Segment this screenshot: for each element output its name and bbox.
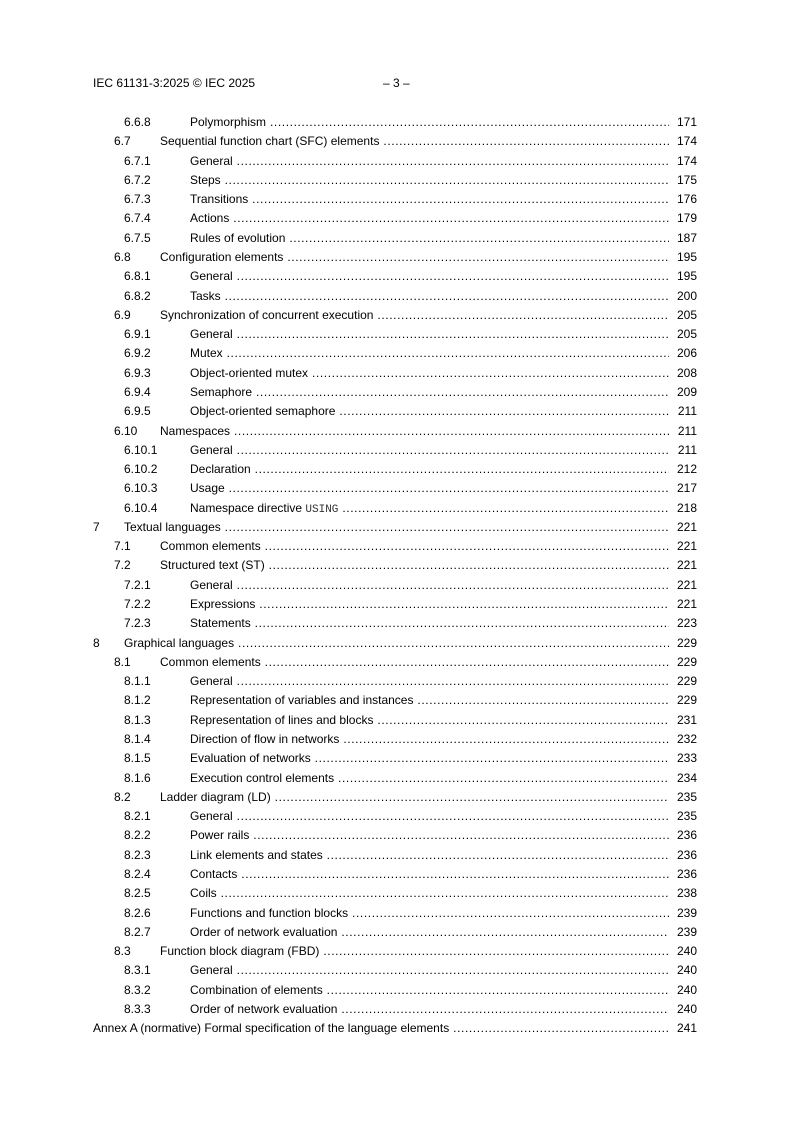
toc-entry-title-text: Rules of evolution — [190, 230, 286, 245]
toc-entry-title — [190, 460, 669, 478]
toc-entry-number: 8.2.3 — [124, 847, 151, 862]
toc-entry-number: 8.2.1 — [124, 809, 151, 824]
toc-entry-page: 195 — [676, 269, 697, 284]
toc-entry-page: 232 — [676, 732, 697, 746]
toc-entry-number: 8.1.2 — [124, 693, 151, 708]
toc-entry[interactable] — [0, 769, 793, 787]
toc-entry-number: 6.8 — [114, 250, 131, 264]
toc-entry-page: 235 — [676, 809, 697, 824]
toc-entry-number: 8.2.6 — [124, 905, 151, 920]
toc-entry-title — [160, 788, 669, 806]
toc-entry-page: 229 — [676, 693, 697, 708]
toc-entry[interactable] — [0, 209, 793, 227]
toc-entry-title-text: Graphical languages — [124, 635, 235, 650]
toc-entry[interactable] — [0, 402, 793, 420]
toc-entry-title — [190, 672, 669, 690]
toc-entry-title — [190, 923, 669, 941]
toc-entry[interactable] — [0, 942, 793, 960]
toc-entry-title — [190, 190, 669, 208]
toc-entry-title-text: Direction of flow in networks — [190, 732, 340, 746]
toc-entry-title — [190, 614, 669, 632]
toc-entry-page: 205 — [676, 307, 697, 322]
toc-entry-title-text: Transitions — [190, 192, 249, 207]
toc-entry-title-text: Annex A (normative) Formal specification of the language elements — [93, 1021, 450, 1036]
toc-entry-title — [190, 441, 669, 459]
toc-entry-number: 8.3.1 — [124, 963, 151, 978]
toc-entry[interactable] — [0, 1019, 793, 1037]
toc-entry[interactable] — [0, 556, 793, 574]
toc-entry[interactable] — [0, 152, 793, 170]
toc-entry-title — [190, 846, 669, 864]
toc-entry-title — [190, 961, 669, 979]
toc-entry-number: 8 — [93, 635, 100, 650]
toc-entry-title-text: General — [190, 963, 233, 978]
toc-entry[interactable] — [0, 595, 793, 613]
toc-entry-title — [160, 537, 669, 555]
toc-entry-title-text: Ladder diagram (LD) — [160, 789, 271, 804]
toc-entry[interactable] — [0, 190, 793, 208]
toc-entry-page: 240 — [676, 963, 697, 978]
toc-entry-page: 221 — [676, 539, 697, 554]
toc-entry[interactable] — [0, 576, 793, 594]
toc-entry-title-text: Sequential function chart (SFC) elements — [160, 134, 380, 149]
toc-entry-title — [190, 113, 669, 131]
toc-entry-title — [190, 479, 669, 497]
toc-entry-number: 8.3.2 — [124, 982, 151, 997]
toc-entry-title-text: General — [190, 674, 233, 689]
toc-entry-title-text: Power rails — [190, 828, 250, 843]
toc-entry-number: 7.2.1 — [124, 577, 151, 592]
toc-entry[interactable] — [0, 904, 793, 922]
toc-entry-title — [190, 711, 669, 729]
toc-entry[interactable] — [0, 923, 793, 941]
toc-entry-title — [190, 1000, 669, 1018]
toc-entry-title — [124, 518, 669, 536]
toc-entry-page: 240 — [676, 944, 697, 958]
toc-entry-page: 233 — [676, 751, 697, 766]
toc-entry-title-text: Combination of elements — [190, 982, 323, 997]
toc-entry-page: 211 — [677, 442, 697, 457]
toc-entry-page: 217 — [676, 481, 697, 496]
toc-entry-number: 8.1.4 — [124, 732, 151, 746]
toc-entry-number: 7.2 — [114, 558, 131, 573]
toc-entry[interactable] — [0, 749, 793, 767]
toc-entry-title-text: Evaluation of networks — [190, 751, 311, 766]
toc-entry-page: 171 — [676, 115, 697, 129]
toc-entry-number: 8.1 — [114, 654, 131, 669]
toc-entry-page: 179 — [676, 211, 697, 226]
toc-entry-title — [190, 884, 669, 902]
toc-entry-number: 6.9.3 — [124, 365, 151, 380]
toc-entry[interactable] — [0, 441, 793, 459]
toc-entry-page: 174 — [676, 153, 697, 168]
toc-entry-number: 7.1 — [114, 539, 131, 554]
toc-entry-page: 174 — [676, 134, 697, 149]
toc-entry-title-text: Declaration — [190, 462, 251, 476]
toc-entry-page: 221 — [676, 577, 697, 592]
toc-entry[interactable] — [0, 614, 793, 632]
toc-entry[interactable] — [0, 344, 793, 362]
toc-entry-title — [190, 749, 669, 767]
toc-entry[interactable] — [0, 711, 793, 729]
toc-entry[interactable] — [0, 807, 793, 825]
toc-entry-title — [190, 364, 669, 382]
toc-entry[interactable] — [0, 171, 793, 189]
toc-entry-page: 211 — [677, 404, 697, 419]
toc-entry-title-text: General — [190, 153, 233, 168]
toc-entry-page: 221 — [676, 597, 697, 611]
toc-entry-page: 240 — [676, 1001, 697, 1016]
toc-entry-number: 6.10 — [114, 423, 138, 438]
toc-entry-title-text: Structured text (ST) — [160, 558, 265, 573]
toc-entry-page: 236 — [676, 828, 697, 843]
toc-entry-title-text: Contacts — [190, 866, 238, 881]
toc-entry-number: 8.1.3 — [124, 712, 151, 727]
toc-entry[interactable] — [0, 248, 793, 266]
toc-entry[interactable] — [0, 981, 793, 999]
toc-entry[interactable] — [0, 306, 793, 324]
toc-entry-title-text: General — [190, 327, 233, 342]
toc-entry[interactable] — [0, 287, 793, 305]
toc-entry-page: 223 — [676, 616, 697, 631]
toc-entry-page: 195 — [676, 250, 697, 264]
toc-entry[interactable] — [0, 691, 793, 709]
toc-entry-title-text: Synchronization of concurrent execution — [160, 307, 374, 322]
toc-entry-title-text: Namespace directive — [190, 500, 303, 515]
toc-entry-title-text: Steps — [190, 172, 221, 187]
toc-entry-title — [160, 248, 669, 266]
toc-entry-page: 200 — [676, 288, 697, 303]
toc-entry-page: 241 — [676, 1021, 697, 1036]
toc-entry-number: 8.2.2 — [124, 828, 151, 843]
toc-entry-title-text: Order of network evaluation — [190, 924, 338, 939]
toc-entry-page: 231 — [676, 712, 697, 727]
toc-entry[interactable] — [0, 113, 793, 131]
toc-entry-title-text: Object-oriented mutex — [190, 365, 309, 380]
toc-entry-title-text: Statements — [190, 616, 251, 631]
toc-entry-title-text: Coils — [190, 886, 217, 901]
toc-entry-title-text: General — [190, 577, 233, 592]
toc-entry-title — [160, 306, 669, 324]
toc-entry-title-text: Usage — [190, 481, 225, 496]
toc-entry[interactable] — [0, 730, 793, 748]
toc-entry-page: 239 — [676, 924, 697, 939]
toc-entry-page: 234 — [676, 770, 697, 785]
toc-entry-page: 238 — [676, 886, 697, 901]
toc-entry-page: 240 — [676, 982, 697, 997]
toc-entry[interactable] — [0, 537, 793, 555]
toc-entry-number: 6.7.1 — [124, 153, 151, 168]
toc-entry-title — [190, 344, 669, 362]
toc-entry-page: 236 — [676, 866, 697, 881]
toc-entry-number: 6.7 — [114, 134, 131, 149]
toc-entry-page: 221 — [676, 519, 697, 534]
toc-entry-page: 218 — [676, 500, 697, 515]
toc-entry-title-text: Link elements and states — [190, 847, 323, 862]
toc-entry-title — [190, 730, 669, 748]
toc-entry-page: 229 — [676, 635, 697, 650]
toc-entry[interactable] — [0, 364, 793, 382]
toc-entry-title-text: Order of network evaluation — [190, 1001, 338, 1016]
toc-entry-number: 6.9.1 — [124, 327, 151, 342]
toc-entry-number: 6.9.4 — [124, 384, 151, 399]
toc-entry-code: USING — [305, 503, 339, 516]
page-header — [93, 75, 513, 91]
toc-entry-number: 8.2.4 — [124, 866, 151, 881]
toc-entry[interactable] — [0, 634, 793, 652]
toc-entry-title — [190, 171, 669, 189]
toc-entry-title — [190, 229, 669, 247]
toc-entry-number: 6.7.3 — [124, 192, 151, 207]
toc-entry-number: 8.3.3 — [124, 1001, 151, 1016]
toc-entry-title — [190, 402, 669, 420]
toc-entry-page: 236 — [676, 847, 697, 862]
toc-entry[interactable] — [0, 460, 793, 478]
toc-entry-title-text: General — [190, 269, 233, 284]
toc-entry-number: 6.10.3 — [124, 481, 158, 496]
toc-entry-title — [190, 267, 669, 285]
toc-entry[interactable] — [0, 132, 793, 150]
toc-entry[interactable] — [0, 518, 793, 536]
toc-entry-number: 7 — [93, 519, 100, 534]
toc-entry-page: 229 — [676, 674, 697, 689]
toc-entry-page: 212 — [676, 462, 697, 476]
toc-entry-number: 6.7.4 — [124, 211, 151, 226]
toc-entry-title-text: Representation of lines and blocks — [190, 712, 374, 727]
toc-entry-title — [160, 942, 669, 960]
toc-entry-number: 8.2.7 — [124, 924, 151, 939]
toc-entry-title — [190, 576, 669, 594]
header-document-id: IEC 61131-3:2025 © IEC 2025 — [93, 76, 256, 90]
toc-entry-page: 175 — [676, 172, 697, 187]
toc-entry[interactable] — [0, 422, 793, 440]
toc-entry-number: 8.2.5 — [124, 886, 151, 901]
toc-entry-page: 208 — [676, 365, 697, 380]
toc-entry-title — [124, 634, 669, 652]
toc-entry-page: 187 — [676, 230, 697, 245]
toc-entry-title-text: Function block diagram (FBD) — [160, 944, 320, 958]
toc-entry-title-text: Configuration elements — [160, 250, 284, 264]
toc-entry-title — [190, 865, 669, 883]
toc-entry-number: 6.7.5 — [124, 230, 151, 245]
toc-entry-number: 6.6.8 — [124, 115, 151, 129]
toc-entry-title-text: Textual languages — [124, 519, 221, 534]
toc-entry-number: 6.9.5 — [124, 404, 151, 419]
toc-entry-title-text: Object-oriented semaphore — [190, 404, 336, 419]
toc-entry-title-text: Namespaces — [160, 423, 231, 438]
toc-entry-title-text: Expressions — [190, 597, 256, 611]
toc-entry-title — [190, 807, 669, 825]
toc-entry-page: 229 — [676, 654, 697, 669]
toc-entry-title — [190, 981, 669, 999]
toc-entry-title — [160, 422, 669, 440]
toc-entry-title-text: Mutex — [190, 346, 223, 361]
toc-entry[interactable] — [0, 826, 793, 844]
toc-entry-page: 221 — [676, 558, 697, 573]
toc-entry-page: 206 — [676, 346, 697, 361]
toc-entry-page: 209 — [676, 384, 697, 399]
toc-entry-title-text: Execution control elements — [190, 770, 335, 785]
toc-entry-title-text: General — [190, 442, 233, 457]
toc-entry-title-text: Common elements — [160, 539, 261, 554]
toc-entry-title — [190, 209, 669, 227]
toc-entry-title — [190, 152, 669, 170]
toc-entry[interactable] — [0, 846, 793, 864]
toc-entry-title-text: Representation of variables and instances — [190, 693, 414, 708]
toc-entry-title — [190, 325, 669, 343]
toc-entry[interactable] — [0, 1000, 793, 1018]
toc-entry-number: 6.8.1 — [124, 269, 151, 284]
toc-entry[interactable] — [0, 653, 793, 671]
toc-entry[interactable] — [0, 672, 793, 690]
toc-entry-title — [190, 691, 669, 709]
toc-entry-title — [93, 1019, 669, 1037]
toc-entry-number: 6.10.1 — [124, 442, 158, 457]
toc-entry[interactable] — [0, 499, 793, 517]
toc-entry-title-text: General — [190, 809, 233, 824]
toc-entry[interactable] — [0, 865, 793, 883]
toc-entry-number: 8.1.6 — [124, 770, 151, 785]
toc-entry-number: 6.9 — [114, 307, 131, 322]
toc-entry-title-text: Semaphore — [190, 384, 253, 399]
toc-entry-number: 8.1.5 — [124, 751, 151, 766]
toc-entry-title — [160, 132, 669, 150]
toc-entry[interactable] — [0, 479, 793, 497]
toc-entry-title — [160, 556, 669, 574]
toc-entry-number: 8.2 — [114, 789, 131, 804]
toc-entry-number: 8.1.1 — [124, 674, 151, 689]
toc-entry-page: 205 — [676, 327, 697, 342]
toc-entry-number: 7.2.3 — [124, 616, 151, 631]
toc-entry-title — [190, 383, 669, 401]
toc-entry-title — [190, 287, 669, 305]
toc-entry-title-text: Polymorphism — [190, 115, 267, 129]
toc-entry-title — [160, 653, 669, 671]
toc-entry-number: 6.10.2 — [124, 462, 158, 476]
toc-entry-number: 6.8.2 — [124, 288, 151, 303]
toc-entry[interactable] — [0, 325, 793, 343]
toc-entry-title-text: Actions — [190, 211, 230, 226]
toc-entry-page: 211 — [677, 423, 697, 438]
toc-entry[interactable] — [0, 383, 793, 401]
toc-entry-title-text: Tasks — [190, 288, 221, 303]
toc-entry[interactable] — [0, 884, 793, 902]
toc-entry[interactable] — [0, 961, 793, 979]
toc-entry-page: 239 — [676, 905, 697, 920]
toc-entry-title-text: Common elements — [160, 654, 261, 669]
toc-entry[interactable] — [0, 229, 793, 247]
toc-entry-number: 6.7.2 — [124, 172, 151, 187]
header-page-number: – 3 – — [383, 76, 410, 90]
toc-entry-number: 8.3 — [114, 944, 131, 958]
toc-entry-number: 6.10.4 — [124, 500, 158, 515]
toc-entry-title — [190, 826, 669, 844]
toc-entry[interactable] — [0, 267, 793, 285]
toc-entry-title — [190, 769, 669, 787]
toc-entry-number: 7.2.2 — [124, 597, 151, 611]
toc-entry-number: 6.9.2 — [124, 346, 151, 361]
toc-entry-title — [190, 499, 669, 519]
toc-entry-title-text: Functions and function blocks — [190, 905, 349, 920]
toc-entry[interactable] — [0, 788, 793, 806]
toc-entry-title — [190, 904, 669, 922]
toc-entry-page: 176 — [676, 192, 697, 207]
toc-entry-title — [190, 595, 669, 613]
toc-entry-page: 235 — [676, 789, 697, 804]
